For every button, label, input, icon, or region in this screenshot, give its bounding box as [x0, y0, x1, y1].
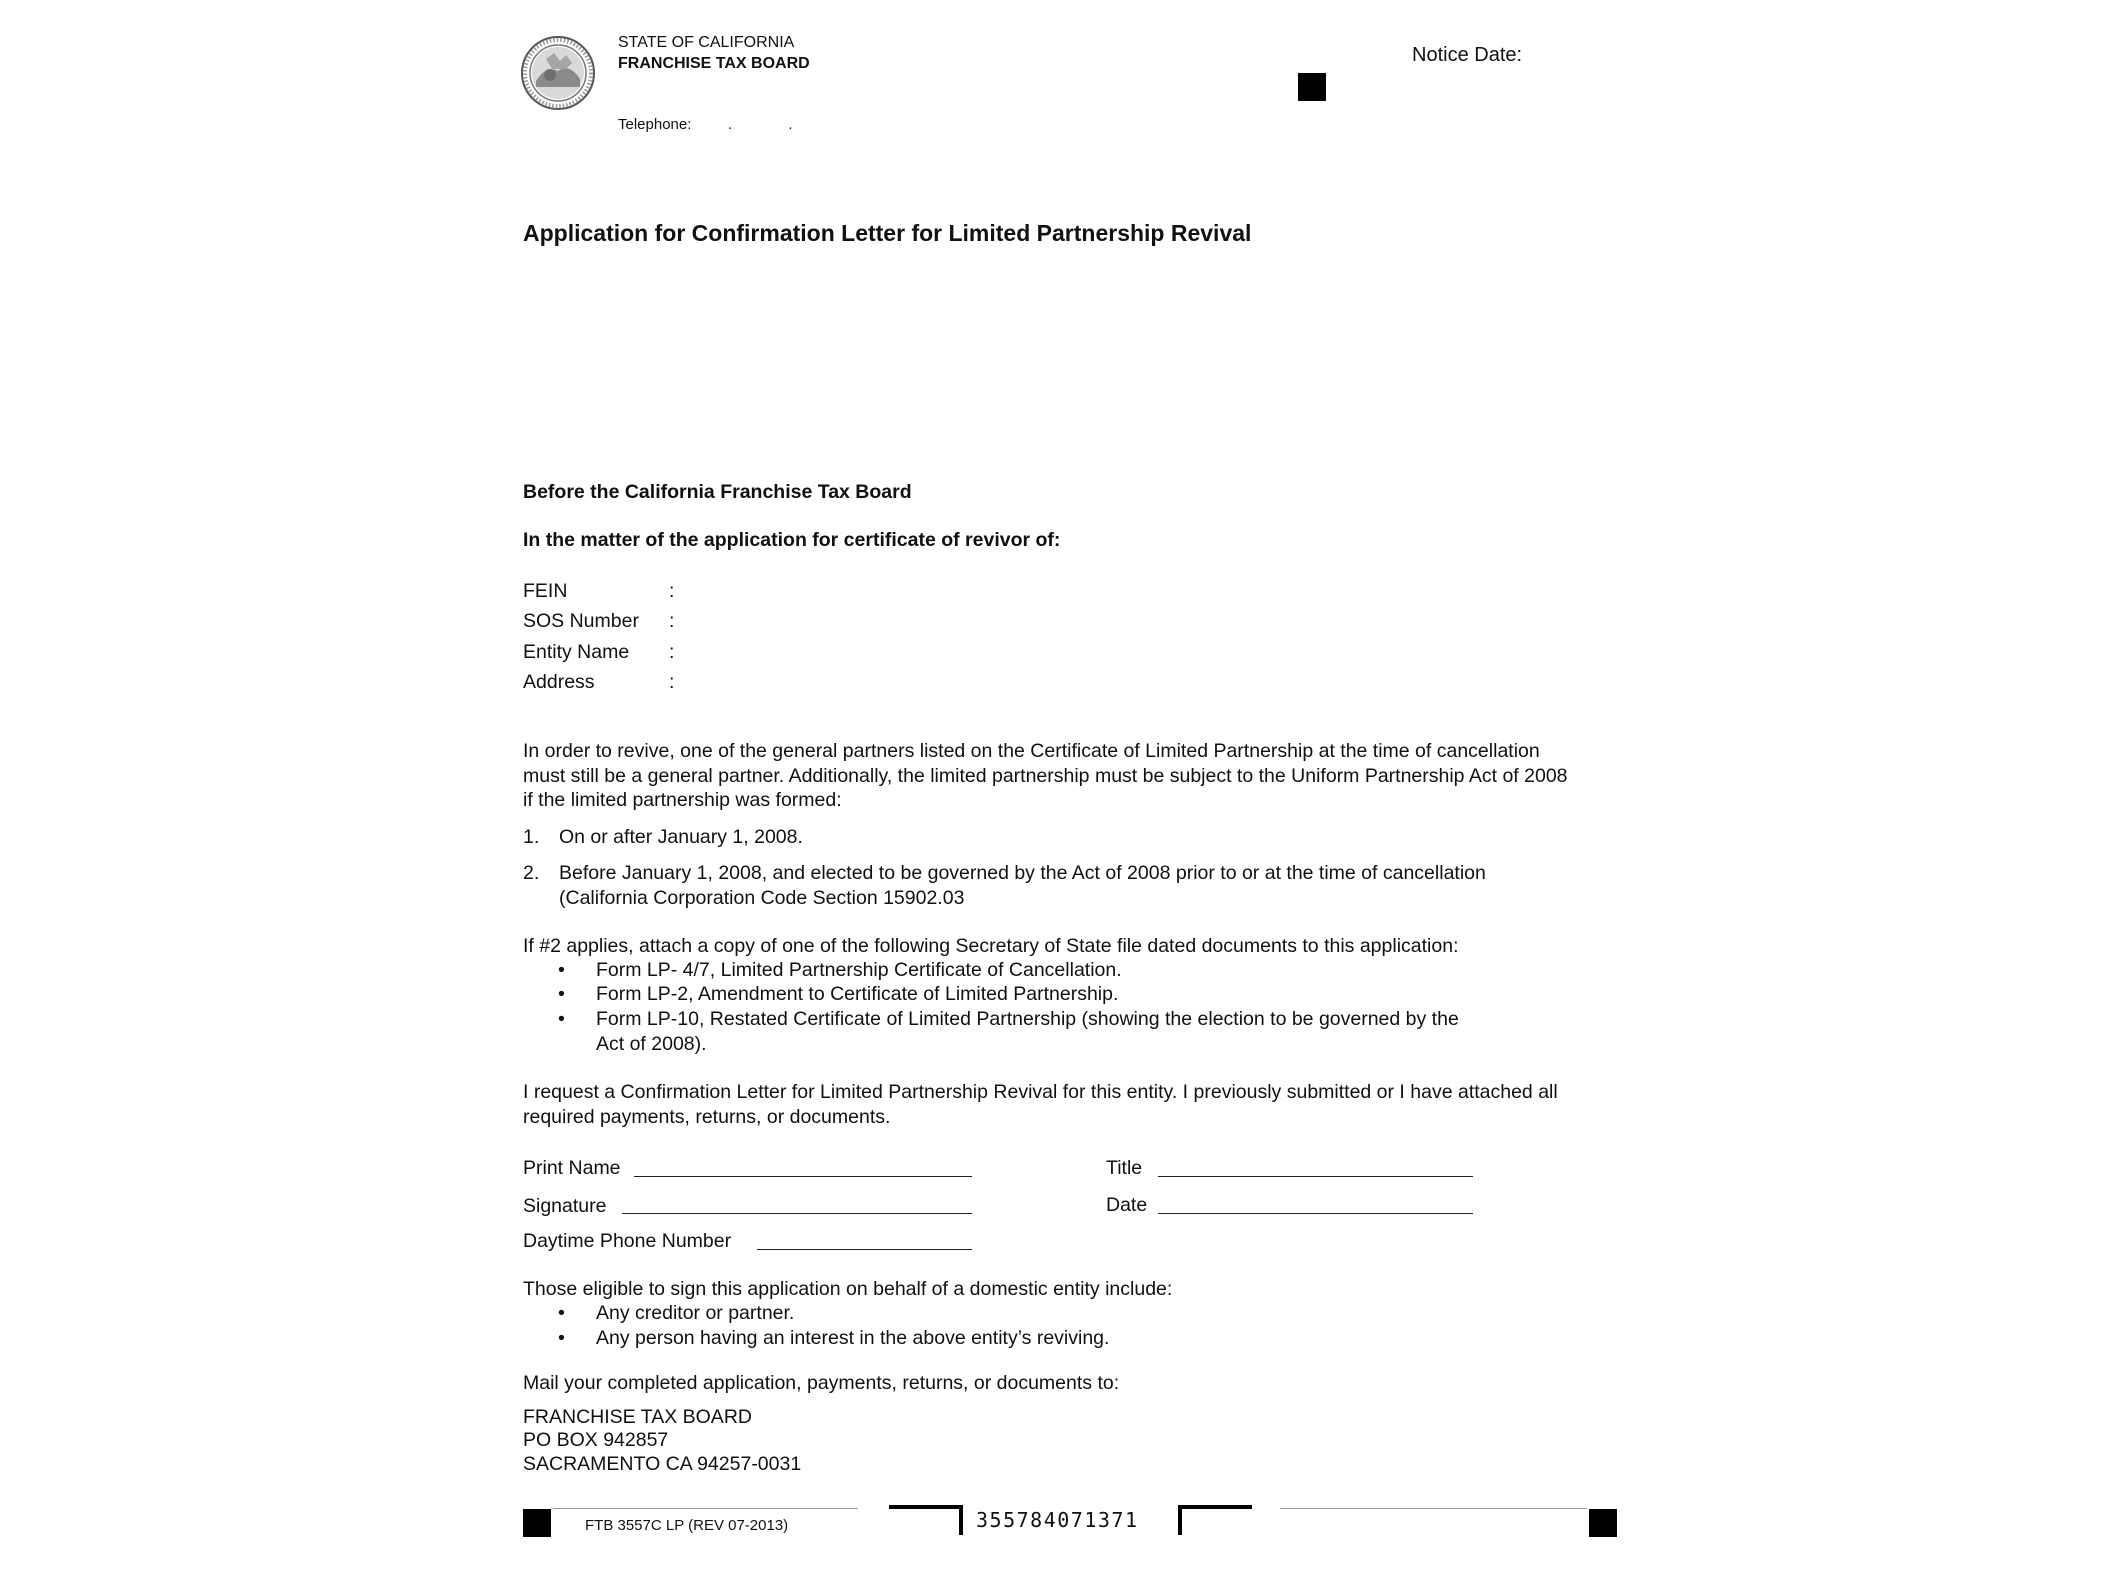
- list-item-line: On or after January 1, 2008.: [559, 826, 803, 848]
- field-colon: :: [669, 610, 675, 632]
- paragraph-line: if the limited partnership was formed:: [523, 789, 842, 811]
- list-item: [559, 861, 1486, 910]
- title-label: Title: [1106, 1157, 1143, 1179]
- title-line[interactable]: [1158, 1176, 1473, 1177]
- bullet-line: Form LP-2, Amendment to Certificate of Limited Partnership.: [596, 983, 1119, 1005]
- mail-address-line: FRANCHISE TAX BOARD: [523, 1406, 752, 1428]
- list-item-line: Before January 1, 2008, and elected to be governed by the Act of 2008 prior to or at the time of cancellation: [559, 862, 1486, 884]
- daytime-phone-line[interactable]: [757, 1249, 972, 1250]
- print-name-line[interactable]: [634, 1176, 972, 1177]
- signature-label: Signature: [523, 1195, 607, 1217]
- notice-date-label: Notice Date:: [1412, 44, 1523, 66]
- list-number: 1.: [523, 826, 540, 848]
- bullet-glyph: •: [558, 959, 565, 981]
- agency-board-name: FRANCHISE TAX BOARD: [618, 55, 810, 72]
- scan-bracket-left: [889, 1505, 963, 1535]
- bullet-item: [596, 958, 1122, 983]
- field-colon: :: [669, 671, 675, 693]
- paragraph-line: In order to revive, one of the general partners listed on the Certificate of Limited Partnership at the time of cancellation: [523, 740, 1540, 762]
- intro-paragraph: [523, 739, 1568, 813]
- form-id: FTB 3557C LP (REV 07-2013): [585, 1517, 789, 1534]
- paragraph-line: must still be a general partner. Additionally, the limited partnership must be subject to the Uniform Partnership Act of 2008: [523, 764, 1568, 787]
- bullet-line: Act of 2008).: [596, 1032, 707, 1055]
- bullet-glyph: •: [558, 983, 565, 1005]
- bullet-item: [596, 1007, 1459, 1056]
- matter-heading: In the matter of the application for certificate of revivor of:: [523, 529, 1061, 551]
- mail-address-line: SACRAMENTO CA 94257-0031: [523, 1453, 802, 1475]
- list-number: 2.: [523, 862, 540, 884]
- field-label: Entity Name: [523, 641, 630, 663]
- before-heading: Before the California Franchise Tax Board: [523, 481, 912, 503]
- field-row-sos-number: [523, 610, 674, 633]
- eligible-bullet: Any person having an interest in the above entity’s reviving.: [596, 1327, 1110, 1349]
- daytime-phone-label: Daytime Phone Number: [523, 1230, 732, 1252]
- paragraph-line: I request a Confirmation Letter for Limited Partnership Revival for this entity. I previously submitted or I have attached all: [523, 1081, 1558, 1103]
- field-row-fein: [523, 580, 674, 603]
- telephone-value: . .: [728, 116, 819, 133]
- bullet-glyph: •: [558, 1008, 565, 1030]
- telephone-label: Telephone:: [618, 116, 692, 133]
- field-colon: :: [669, 641, 675, 663]
- field-colon: :: [669, 580, 675, 602]
- bullet-glyph: •: [558, 1302, 565, 1324]
- attach-intro: If #2 applies, attach a copy of one of the following Secretary of State file dated documents to this application:: [523, 935, 1459, 957]
- list-item: [559, 825, 803, 850]
- signature-line[interactable]: [622, 1213, 972, 1214]
- eligible-bullet: Any creditor or partner.: [596, 1302, 795, 1324]
- request-paragraph: [523, 1080, 1558, 1129]
- footer-rule: [553, 1508, 858, 1509]
- registration-mark: [523, 1509, 551, 1537]
- document-title: Application for Confirmation Letter for Limited Partnership Revival: [523, 220, 1252, 246]
- scan-bracket-right: [1178, 1505, 1252, 1535]
- state-seal-icon: [520, 35, 596, 111]
- paragraph-line: required payments, returns, or documents.: [523, 1105, 891, 1128]
- field-label: SOS Number: [523, 610, 639, 632]
- footer-rule: [1280, 1508, 1587, 1509]
- mail-address-line: PO BOX 942857: [523, 1429, 669, 1451]
- registration-mark: [1298, 73, 1326, 101]
- scan-number: 355784071371: [976, 1508, 1139, 1532]
- field-row-entity-name: [523, 641, 674, 664]
- bullet-line: Form LP-10, Restated Certificate of Limited Partnership (showing the election to be governed by the: [596, 1008, 1459, 1030]
- bullet-item: [596, 982, 1118, 1007]
- bullet-line: Form LP- 4/7, Limited Partnership Certificate of Cancellation.: [596, 959, 1122, 981]
- eligible-intro: Those eligible to sign this application on behalf of a domestic entity include:: [523, 1278, 1173, 1300]
- agency-state-name: STATE OF CALIFORNIA: [618, 34, 795, 51]
- field-label: FEIN: [523, 580, 568, 602]
- field-row-address: [523, 671, 674, 694]
- date-label: Date: [1106, 1194, 1148, 1216]
- mail-intro: Mail your completed application, payments, returns, or documents to:: [523, 1372, 1120, 1394]
- list-item-line: (California Corporation Code Section 15902.03: [559, 886, 965, 909]
- bullet-glyph: •: [558, 1327, 565, 1349]
- field-label: Address: [523, 671, 595, 693]
- registration-mark: [1589, 1509, 1617, 1537]
- date-line[interactable]: [1158, 1213, 1473, 1214]
- print-name-label: Print Name: [523, 1157, 621, 1179]
